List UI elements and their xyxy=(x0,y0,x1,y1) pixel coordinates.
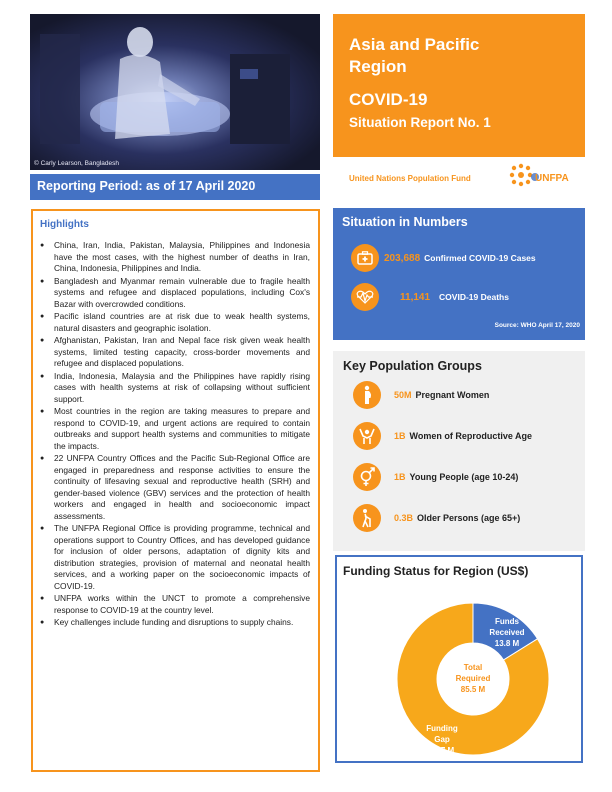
reporting-period: Reporting Period: as of 17 April 2020 xyxy=(30,174,320,200)
population-label: Women of Reproductive Age xyxy=(409,431,533,441)
pregnant-woman-icon xyxy=(353,381,381,409)
list-item: ● India, Indonesia, Malaysia and the Philippines have rapidly rising cases with health systems at risk of collapsing without sufficient support. xyxy=(40,371,310,406)
population-label: Pregnant Women xyxy=(415,390,490,400)
population-value: 1B xyxy=(394,431,406,441)
woman-arms-raised-icon xyxy=(353,422,381,450)
gender-symbol-icon xyxy=(353,463,381,491)
heartbeat-icon xyxy=(351,283,379,311)
highlights-box xyxy=(31,209,320,772)
list-item: ● Pacific island countries are at risk due to weak health systems, natural disasters and geographic isolation. xyxy=(40,311,310,334)
list-item: ● The UNFPA Regional Office is providing programme, technical and operations support to Country Offices, and has developed guidance for inclusion of older persons, adaptation of dignity kits and distribution strategies, provision of maternal and neonatal health services, and a working paper on the socioeconomic impacts of COVID-19. xyxy=(40,523,310,592)
received-label-line-1: Funds xyxy=(495,617,519,626)
unfpa-logo-text: UNFPA xyxy=(535,173,569,184)
population-value: 1B xyxy=(394,472,406,482)
situation-in-numbers xyxy=(333,208,585,340)
population-group-row xyxy=(353,463,518,491)
center-label-line-2: Required xyxy=(455,674,491,683)
cover-photo xyxy=(30,14,320,170)
highlights-list xyxy=(40,240,310,629)
list-item: ● Bangladesh and Myanmar remain vulnerable due to fragile health systems and refugee and displaced populations, including Cox's Bazar with overcrowded conditions. xyxy=(40,276,310,311)
photo-credit: © Carly Learson, Bangladesh xyxy=(34,160,120,167)
key-population-groups xyxy=(333,351,585,551)
org-name: United Nations Population Fund xyxy=(349,174,471,183)
funding-donut-chart xyxy=(337,557,581,761)
deaths-row xyxy=(351,283,509,311)
list-item: ● Key challenges include funding and disruptions to supply chains. xyxy=(40,617,310,629)
list-item: ● UNFPA works within the UNCT to promote a comprehensive response to COVID-19 at the country level. xyxy=(40,593,310,616)
key-population-title: Key Population Groups xyxy=(343,359,482,373)
gap-label-line-1: Funding xyxy=(426,724,458,733)
list-item: ● Most countries in the region are taking measures to prepare and respond to COVID-19, and urgent actions are required to contain outbreaks and support health systems and communities to mitigate the impacts. xyxy=(40,406,310,452)
confirmed-cases-row xyxy=(351,244,536,272)
title-sitrep: Situation Report No. 1 xyxy=(349,115,491,130)
confirmed-cases-label: Confirmed COVID-19 Cases xyxy=(424,253,536,263)
population-value: 50M xyxy=(394,390,412,400)
title-block xyxy=(333,14,585,157)
situation-title: Situation in Numbers xyxy=(342,215,468,229)
title-region: Asia and Pacific Region xyxy=(349,35,480,76)
deaths-value: 11,141 xyxy=(400,291,431,303)
highlights-title: Highlights xyxy=(40,219,89,230)
list-item: ● Afghanistan, Pakistan, Iran and Nepal face risk given weak health systems, limited testing capacity, cross-border movements and refugee and displaced populations. xyxy=(40,335,310,370)
list-item: ● 22 UNFPA Country Offices and the Pacific Sub-Regional Office are engaged in preparedness and response activities to ensure the continuity of lifesaving sexual and reproductive health (SRH) and gender-based violence (GBV) services and the protection of health workers and engaged in health and socioeconomic impact assessments. xyxy=(40,453,310,522)
older-person-cane-icon xyxy=(353,504,381,532)
received-label-line-2: Received xyxy=(489,628,525,637)
gap-label-line-3: 71.7 M xyxy=(429,746,455,755)
population-group-row xyxy=(353,504,520,532)
received-label-line-3: 13.8 M xyxy=(494,639,520,648)
population-value: 0.3B xyxy=(394,513,414,523)
title-covid: COVID-19 xyxy=(349,90,428,109)
cover-photo-illustration xyxy=(30,14,320,170)
medical-kit-icon xyxy=(351,244,379,272)
confirmed-cases-value: 203,688 xyxy=(384,252,421,264)
population-group-row xyxy=(353,381,489,409)
gap-label-line-2: Gap xyxy=(434,735,450,744)
population-group-row xyxy=(353,422,532,450)
deaths-label: COVID-19 Deaths xyxy=(439,292,509,302)
situation-source: Source: WHO April 17, 2020 xyxy=(494,322,580,329)
center-label-line-1: Total xyxy=(463,663,483,672)
population-label: Young People (age 10-24) xyxy=(409,472,519,482)
funding-title: Funding Status for Region (US$) xyxy=(343,564,529,578)
funding-status xyxy=(335,555,583,763)
list-item: ● China, Iran, India, Pakistan, Malaysia, Philippines and Indonesia have the most cases, with the highest number of deaths in Iran, China, Indonesia, Philippines and India. xyxy=(40,240,310,275)
center-label-line-3: 85.5 M xyxy=(460,685,486,694)
population-label: Older Persons (age 65+) xyxy=(417,513,521,523)
